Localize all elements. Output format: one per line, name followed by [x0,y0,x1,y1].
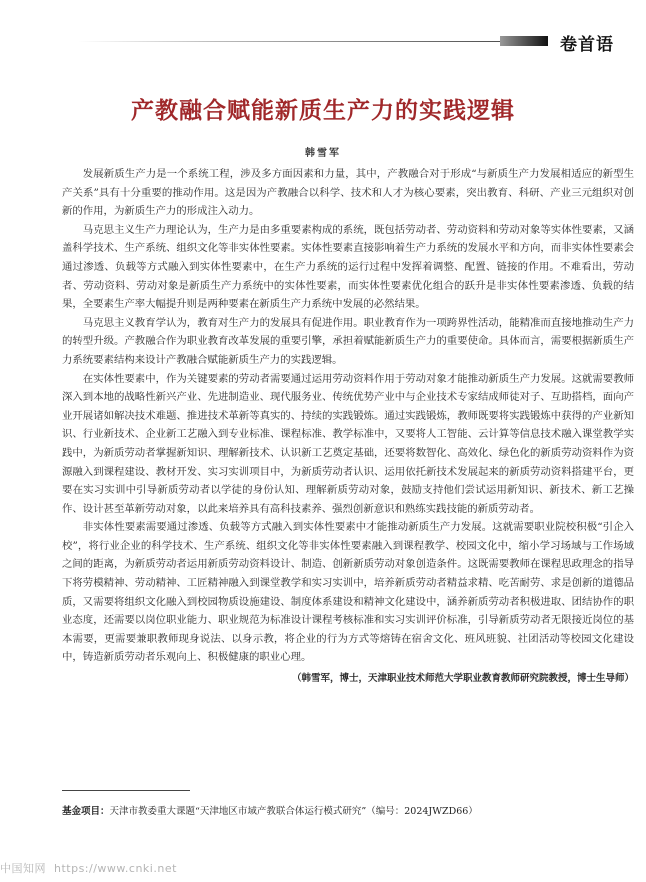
footnote-rule [62,790,190,791]
paragraph-4: 在实体性要素中，作为关键要素的劳动者需要通过运用劳动资料作用于劳动对象才能推动新质生产力发展。这就需要教师深入到本地的战略性新兴产业、先进制造业、现代服务业、传统优势产业中与企业技术专家结成师徒对子、互助搭档，面向产业开展诸如解决技术难题、推进技术革新等真实的、持续的实践锻炼。通过实践锻炼，教师既要将实践锻炼中获得的产业新知识、行业新技术、企业新工艺融入到专业标准、课程标准、教学标准中，又要将人工智能、云计算等信息技术融入课堂教学实践中，为新质劳动者掌握新知识、理解新技术、认识新工艺奠定基础，还要将数智化、高效化、绿色化的新质劳动资料作为资源融入到课程建设、教材开发、实习实训项目中，为新质劳动者认识、运用依托新技术发展起来的新质劳动资料搭建平台，更要在实习实训中引导新质劳动者以学徒的身份认知、理解新质劳动对象，鼓励支持他们尝试运用新知识、新技术、新工艺操作、设计甚至革新劳动对象，以此来培养具有高科技素养、强烈创新意识和熟练实践技能的新质劳动者。 [62,372,634,515]
section-label: 卷首语 [560,35,614,55]
funding-note [62,803,634,817]
header-rule [78,41,533,42]
paragraph-5: 非实体性要素需要通过渗透、负载等方式融入到实体性要素中才能推动新质生产力发展。这就需要职业院校积极“引企入校”，将行业企业的科学技术、生产系统、组织文化等非实体性要素融入到课程教学、校园文化中，缩小学习场域与工作场域之间的距离，为新质劳动者运用新质劳动资料设计、制造、创新新质劳动对象创造条件。这既需要教师在课程思政理念的指导下将劳模精神、劳动精神、工匠精神融入到课堂教学和实习实训中，培养新质劳动者精益求精、吃苦耐劳、求是创新的道德品质，又需要将组织文化融入到校园物质设施建设、制度体系建设和精神文化建设中，涵养新质劳动者积极进取、团结协作的职业态度，还需要以岗位职业能力、职业规范为标准设计课程考核标准和实习实训评价标准，引导新质劳动者无限接近岗位的基本需要，更需要兼职教师现身说法、以身示教，将企业的行为方式等熔铸在宿舍文化、班风班貌、社团活动等校园文化建设中，铸造新质劳动者乐观向上、积极健康的职业心理。 [62,521,634,664]
article-body [62,165,634,688]
paragraph-1: 发展新质生产力是一个系统工程，涉及多方面因素和力量，其中，产教融合对于形成“与新质生产力发展相适应的新型生产关系”具有十分重要的推动作用。这是因为产教融合以科学、技术和人才为核心要素，突出教育、科研、产业三元组织对创新的作用，为新质生产力的形成注入动力。 [62,168,634,218]
paragraph-2: 马克思主义生产力理论认为，生产力是由多重要素构成的系统，既包括劳动者、劳动资料和劳动对象等实体性要素，又涵盖科学技术、生产系统、组织文化等非实体性要素。实体性要素直接影响着生产力系统的发展水平和方向，而非实体性要素会通过渗透、负载等方式融入到实体性要素中，在生产力系统的运行过程中发挥着调整、配置、链接的作用。不难看出，劳动者、劳动资料、劳动对象是新质生产力系统中的实体性要素，而实体性要素优化组合的跃升是非实体性要素渗透、负载的结果，全要素生产率大幅提升则是两种要素在新质生产力系统中发展的必然结果。 [62,223,634,311]
article-title: 产教融合赋能新质生产力的实践逻辑 [131,97,515,124]
source-watermark [0,860,177,876]
funding-text: 天津市教委重大课题“天津地区市域产教联合体运行模式研究”（编号：2024JWZD66） [109,806,478,817]
paragraph-3: 马克思主义教育学认为，教育对生产力的发展具有促进作用。职业教育作为一项跨界性活动，能精准而直接地推动生产力的转型升级。产教融合作为职业教育改革发展的重要引擎，承担着赋能新质生产力的重要使命。具体而言，需要根据新质生产力系统要素结构来设计产教融合赋能新质生产力的实践逻辑。 [62,316,634,366]
page-header [0,30,646,54]
funding-label: 基金项目： [62,806,110,817]
author-signature: （韩雪军，博士，天津职业技术师范大学职业教育教师研究院教授，博士生导师） [291,673,634,685]
header-accent-bar [500,36,548,46]
article-author: 韩雪军 [305,148,341,159]
watermark-site: 中国知网 [0,862,46,875]
watermark-url: https://www.cnki.net [54,862,177,875]
